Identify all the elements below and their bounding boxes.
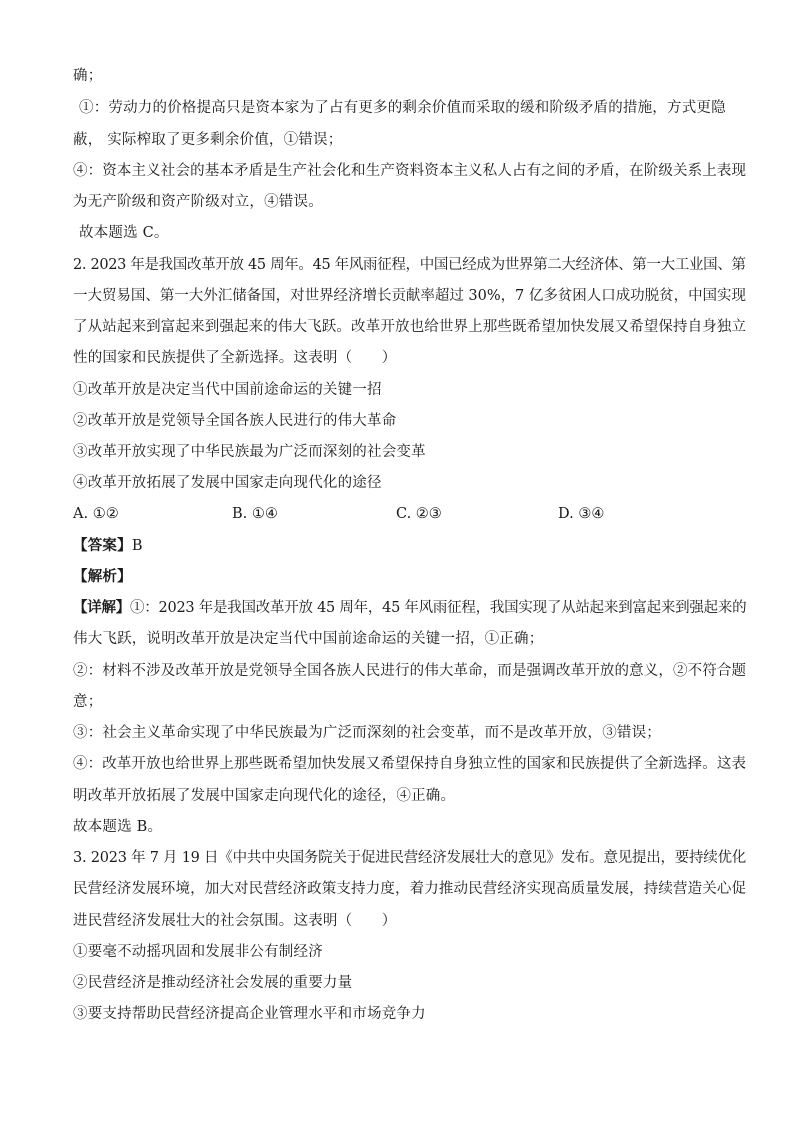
detail-row (73, 598, 746, 618)
question-3-stem: 民营经济发展环境，加大对民营经济政策支持力度，着力推动民营经济实现高质量发展，持续营造关心促 (73, 881, 747, 897)
text-line: 伟大飞跃，说明改革开放是决定当代中国前途命运的关键一招，①正确； (73, 631, 544, 647)
option-d: D. ③④ (558, 506, 605, 522)
text-line: ①：劳动力的价格提高只是资本家为了占有更多的剩余价值而采取的缓和阶级矛盾的措施，方式更隐 (79, 100, 726, 116)
option-a: A. ①② (73, 506, 119, 522)
text-line: 蔽， 实际榨取了更多剩余价值，①错误； (73, 132, 343, 148)
statement-item: ④改革开放拓展了发展中国家走向现代化的途径 (73, 475, 382, 491)
question-3-stem: 3. 2023 年 7 月 19 日《中共中央国务院关于促进民营经济发展壮大的意见》发布。意见提出，要持续优化 (73, 850, 747, 866)
statement-item: ③要支持帮助民营经济提高企业管理水平和市场竞争力 (73, 1006, 426, 1022)
analysis-label: 【解析】 (73, 568, 132, 585)
text-line: ④：改革开放也给世界上那些既希望加快发展又希望保持自身独立性的国家和民族提供了全新选择。这表 (73, 756, 747, 772)
text-line: 为无产阶级和资产阶级对立，④错误。 (73, 194, 323, 210)
statement-item: ③改革开放实现了中华民族最为广泛而深刻的社会变革 (73, 444, 426, 460)
answer-label: 【答案】 (73, 537, 132, 554)
question-2-stem: 2. 2023 年是我国改革开放 45 周年。45 年风雨征程，中国已经成为世界第二大经济体、第一大工业国、第 (73, 257, 746, 273)
option-c: C. ②③ (396, 506, 442, 522)
question-3-stem: 进民营经济发展壮大的社会氛围。这表明（ ） (73, 913, 397, 929)
answer-row (73, 536, 143, 556)
question-2-stem: 了从站起来到富起来到强起来的伟大飞跃。改革开放也给世界上那些既希望加快发展又希望保持自身独立 (73, 319, 747, 335)
answer-value: B (131, 538, 143, 554)
text-line: 故本题选 B。 (73, 819, 163, 835)
text-line: 故本题选 C。 (79, 225, 169, 241)
option-b: B. ①④ (232, 506, 278, 522)
text-line: ②：材料不涉及改革开放是党领导全国各族人民进行的伟大革命，而是强调改革开放的意义，②不符合题 (73, 663, 747, 679)
text-line: 意； (73, 694, 103, 710)
question-2-stem: 性的国家和民族提供了全新选择。这表明（ ） (73, 350, 397, 366)
statement-item: ①要毫不动摇巩固和发展非公有制经济 (73, 944, 323, 960)
text-line: ④：资本主义社会的基本矛盾是生产社会化和生产资料资本主义私人占有之间的矛盾，在阶级关系上表现 (73, 163, 747, 179)
text-line: 确； (73, 68, 103, 84)
text-line: 明改革开放拓展了发展中国家走向现代化的途径，④正确。 (73, 788, 456, 804)
statement-item: ①改革开放是决定当代中国前途命运的关键一招 (73, 382, 382, 398)
detail-text: ①：2023 年是我国改革开放 45 周年，45 年风雨征程，我国实现了从站起来到富起来到强起来的 (130, 600, 747, 616)
detail-label: 【详解】 (73, 599, 130, 616)
question-2-stem: 一大贸易国、第一大外汇储备国，对世界经济增长贡献率超过 30%，7 亿多贫困人口成功脱贫，中国实现 (73, 288, 746, 304)
text-line: ③：社会主义革命实现了中华民族最为广泛而深刻的社会变革，而不是改革开放，③错误； (73, 725, 661, 741)
statement-item: ②改革开放是党领导全国各族人民进行的伟大革命 (73, 413, 397, 429)
statement-item: ②民营经济是推动经济社会发展的重要力量 (73, 975, 353, 991)
